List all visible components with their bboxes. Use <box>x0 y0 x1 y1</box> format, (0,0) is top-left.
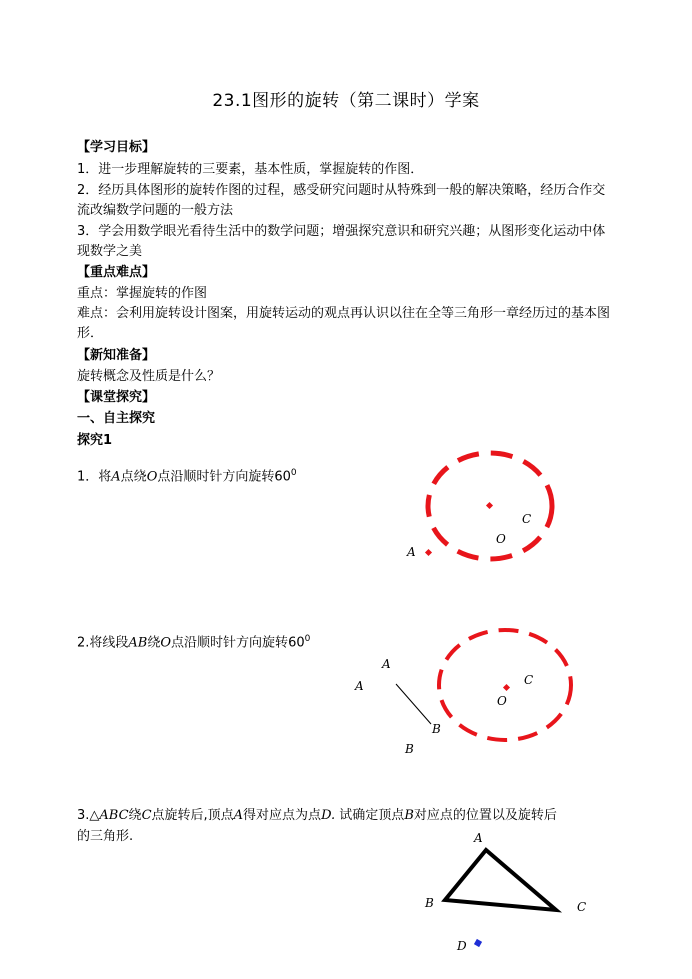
key-points-heading: 【重点难点】 <box>77 265 156 280</box>
point-label: C <box>141 808 152 823</box>
explore-one-heading: 探究1 <box>77 433 113 448</box>
label-a-left: A <box>355 679 364 693</box>
figure-1 <box>400 440 580 580</box>
problem-1-text: 1．将 <box>77 469 112 485</box>
point-label: A <box>233 808 244 823</box>
center-point <box>503 684 510 691</box>
problem-1 <box>77 463 297 487</box>
problem-3-text: 点旋转后,顶点 <box>151 808 234 823</box>
segment-label: AB <box>128 635 148 651</box>
degree-mark: 0 <box>290 468 297 478</box>
figure-3 <box>420 825 600 960</box>
page-title: 23.1图形的旋转（第二课时）学案 <box>212 91 480 111</box>
figure-2 <box>350 620 590 765</box>
center-label: O <box>160 635 172 651</box>
point-label: B <box>404 808 414 823</box>
label-a: A <box>407 545 416 559</box>
goals-heading: 【学习目标】 <box>77 140 156 155</box>
label-c: C <box>524 673 534 687</box>
problem-2-text: 点沿顺时针方向旋转 <box>171 635 289 651</box>
point-d <box>474 939 482 947</box>
problem-3-text: 绕 <box>128 808 142 823</box>
label-a: A <box>474 831 483 845</box>
label-o: O <box>497 694 507 708</box>
triangle-abc <box>445 850 556 910</box>
angle-value: 60 <box>288 635 305 651</box>
problem-3-text: 得对应点为点 <box>243 808 322 823</box>
label-b-right: B <box>432 722 441 736</box>
label-a-top: A <box>382 657 391 671</box>
problem-3-line-2: 的三角形. <box>77 829 134 844</box>
angle-value: 60 <box>274 469 291 485</box>
point-label: D. <box>321 808 336 823</box>
key-point: 重点：掌握旋转的作图 <box>77 286 208 301</box>
label-b: B <box>425 896 434 910</box>
label-c: C <box>522 512 532 526</box>
point-label: A <box>111 469 121 485</box>
center-label: O <box>146 469 158 485</box>
problem-1-text: 点沿顺时针方向旋转 <box>157 469 275 485</box>
label-o: O <box>496 532 506 546</box>
center-point <box>486 502 493 509</box>
problem-2-text: 2.将线段 <box>77 635 129 651</box>
goal-1: 1．进一步理解旋转的三要素，基本性质，掌握旋转的作图． <box>77 162 424 177</box>
triangle-label: △ABC <box>89 808 129 823</box>
segment-ab <box>396 684 431 724</box>
problem-3-text: 对应点的位置以及旋转后 <box>413 808 557 823</box>
problem-3-text: 试确定顶点 <box>339 808 405 823</box>
preparation-question: 旋转概念及性质是什么？ <box>77 369 221 384</box>
dashed-circle <box>439 630 571 740</box>
problem-3-text: 3. <box>77 808 90 823</box>
problem-3 <box>77 806 557 826</box>
problem-2 <box>77 629 310 653</box>
part-one-heading: 一、自主探究 <box>77 411 156 426</box>
label-d: D <box>457 939 467 953</box>
goal-2: 2．经历具体图形的旋转作图的过程，感受研究问题时从特殊到一般的解决策略，经历合作交流改编数学问题的一般方法 <box>77 183 606 218</box>
label-c: C <box>577 900 587 914</box>
point-a <box>425 549 432 556</box>
classroom-heading: 【课堂探究】 <box>77 390 156 405</box>
preparation-heading: 【新知准备】 <box>77 348 156 363</box>
problem-2-text: 绕 <box>147 635 161 651</box>
difficult-point: 难点：会利用旋转设计图案，用旋转运动的观点再认识以往在全等三角形一章经历过的基本图形． <box>77 306 611 341</box>
problem-1-text: 点绕 <box>120 469 147 485</box>
goal-3: 3．学会用数学眼光看待生活中的数学问题；增强探究意识和研究兴趣；从图形变化运动中体现数学之美 <box>77 224 606 259</box>
label-b-bottom: B <box>405 742 414 756</box>
degree-mark: 0 <box>304 634 311 644</box>
